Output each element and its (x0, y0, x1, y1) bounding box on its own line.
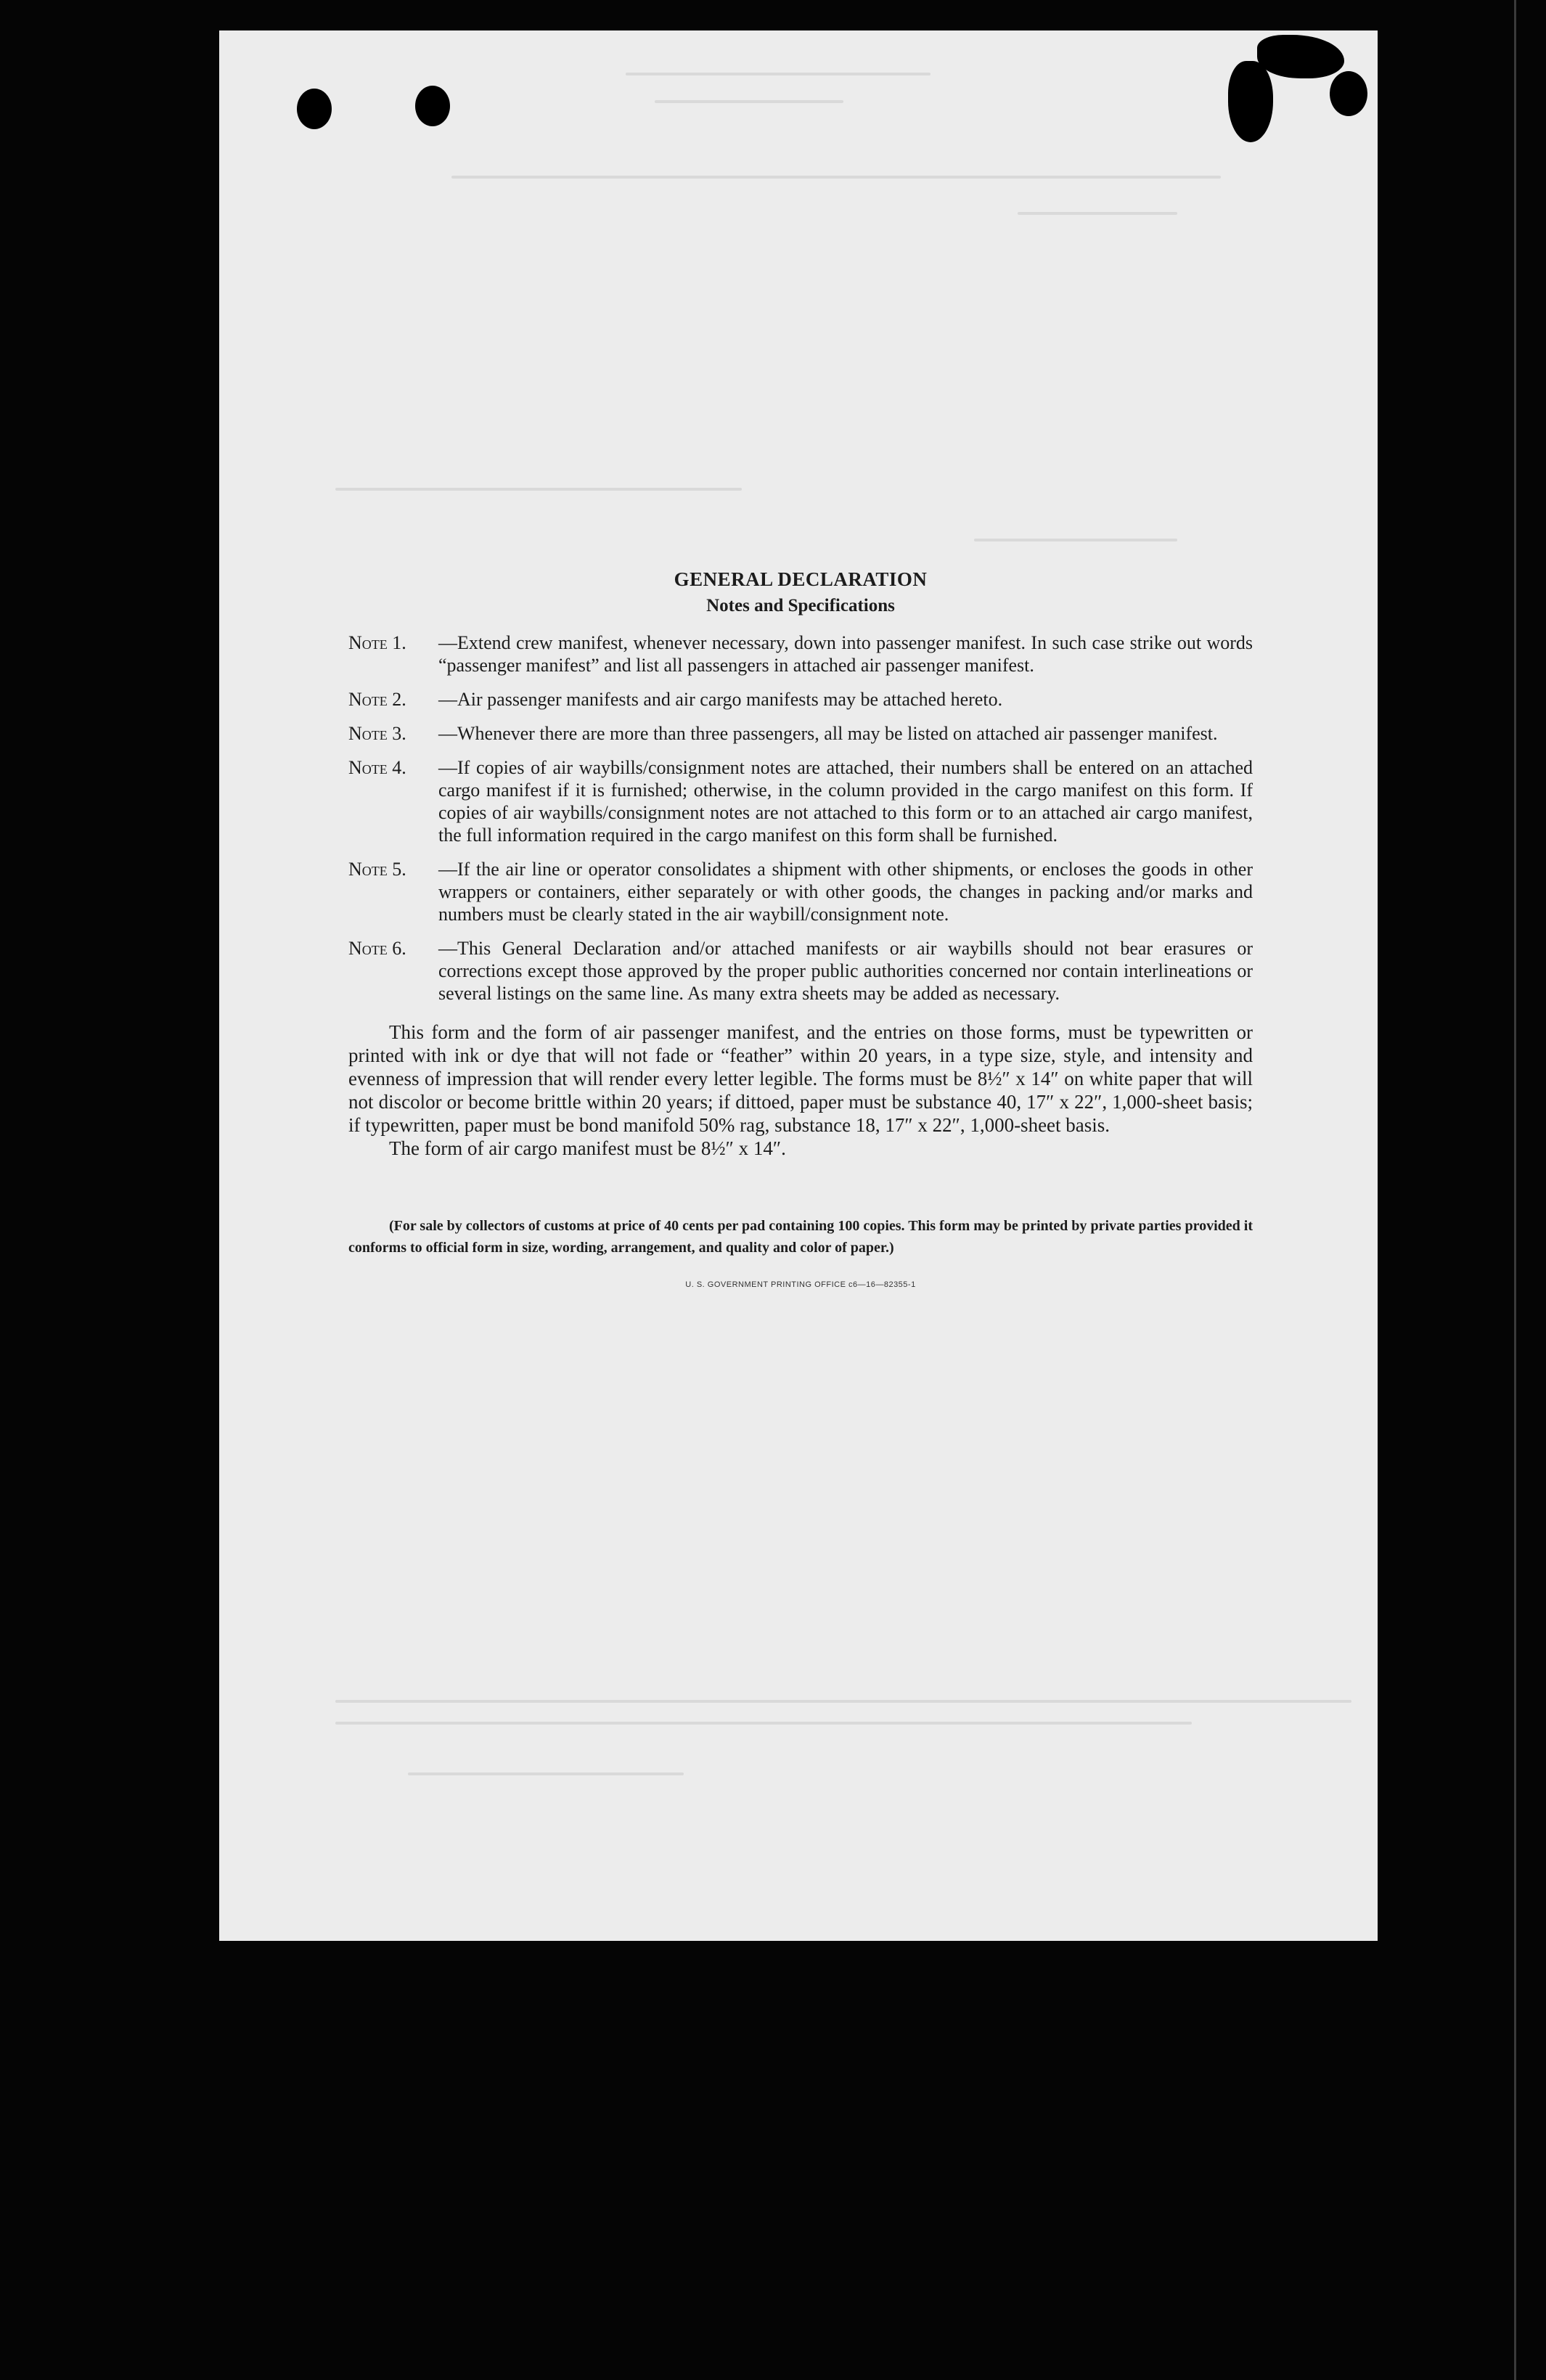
film-edge (1514, 0, 1516, 2380)
document-sheet (219, 30, 1378, 1941)
punch-hole (415, 86, 450, 126)
note-6 (348, 937, 1253, 1005)
note-text: —Whenever there are more than three passengers, all may be listed on attached air passenger manifest. (438, 723, 1218, 744)
note-label: Note 3. (348, 723, 406, 744)
note-label: Note 2. (348, 689, 406, 710)
page-title: GENERAL DECLARATION (674, 568, 928, 590)
bleed-through-mark (335, 488, 742, 491)
note-label: Note 6. (348, 938, 406, 959)
declaration-notes (348, 565, 1253, 1289)
bleed-through-mark (408, 1772, 684, 1775)
note-2 (348, 688, 1253, 711)
bleed-through-mark (335, 1700, 1351, 1703)
note-text: —If the air line or operator consolidates a shipment with other shipments, or encloses the goods in other wrappers or containers, either separately or with other goods, the changes in packing and/or marks and numbers must be clearly stated in the air waybill/consignment note. (438, 859, 1253, 925)
note-label: Note 5. (348, 859, 406, 880)
note-5 (348, 858, 1253, 925)
note-label: Note 4. (348, 757, 406, 778)
punch-hole (1228, 61, 1273, 142)
page-subtitle: Notes and Specifications (706, 596, 895, 616)
sale-note: (For sale by collectors of customs at price of 40 cents per pad containing 100 copies. This form may be printed by private parties provided it conforms to official form in size, wording, arrangement, and quality and color of paper.) (348, 1218, 1253, 1256)
note-text: —Extend crew manifest, whenever necessary, down into passenger manifest. In such case strike out words “passenger manifest” and list all passengers in attached air passenger manifest. (438, 632, 1253, 676)
printing-office-imprint: U. S. GOVERNMENT PRINTING OFFICE c6—16—82355-1 (685, 1280, 916, 1289)
form-specification: This form and the form of air passenger manifest, and the entries on those forms, must be typewritten or printed with ink or dye that will not fade or “feather” within 20 years, in a type size, style, and intensity and evenness of impression that will render every letter legible. The forms must be 8½″ x 14″ on white paper that will not discolor or become brittle within 20 years; if dittoed, paper must be substance 40, 17″ x 22″, 1,000-sheet basis; if typewritten, paper must be bond manifold 50% rag, substance 18, 17″ x 22″, 1,000-sheet basis. (348, 1021, 1253, 1136)
note-text: —Air passenger manifests and air cargo manifests may be attached hereto. (438, 689, 1003, 710)
ink-damage (1257, 35, 1344, 78)
note-text: —If copies of air waybills/consignment notes are attached, their numbers shall be entered on an attached cargo manifest if it is furnished; otherwise, in the column provided in the cargo manifest on this form. If copies of air waybills/consignment notes are not attached to this form or to an attached air cargo manifest, the full information required in the cargo manifest on this form shall be furnished. (438, 757, 1253, 846)
cargo-manifest-size: The form of air cargo manifest must be 8½″ x 14″. (389, 1137, 786, 1159)
note-text: —This General Declaration and/or attached manifests or air waybills should not bear erasures or corrections except those approved by the proper public authorities concerned nor contain interlineations or several listings on the same line. As many extra sheets may be added as necessary. (438, 938, 1253, 1004)
bleed-through-mark (1018, 212, 1177, 215)
bleed-through-mark (335, 1722, 1192, 1725)
bleed-through-mark (655, 100, 843, 103)
note-4 (348, 756, 1253, 846)
bleed-through-mark (626, 73, 931, 75)
bleed-through-mark (451, 176, 1221, 179)
punch-hole (297, 89, 332, 129)
note-label: Note 1. (348, 632, 406, 653)
bleed-through-mark (974, 539, 1177, 541)
note-1 (348, 631, 1253, 676)
punch-hole (1330, 71, 1367, 116)
note-3 (348, 722, 1253, 745)
